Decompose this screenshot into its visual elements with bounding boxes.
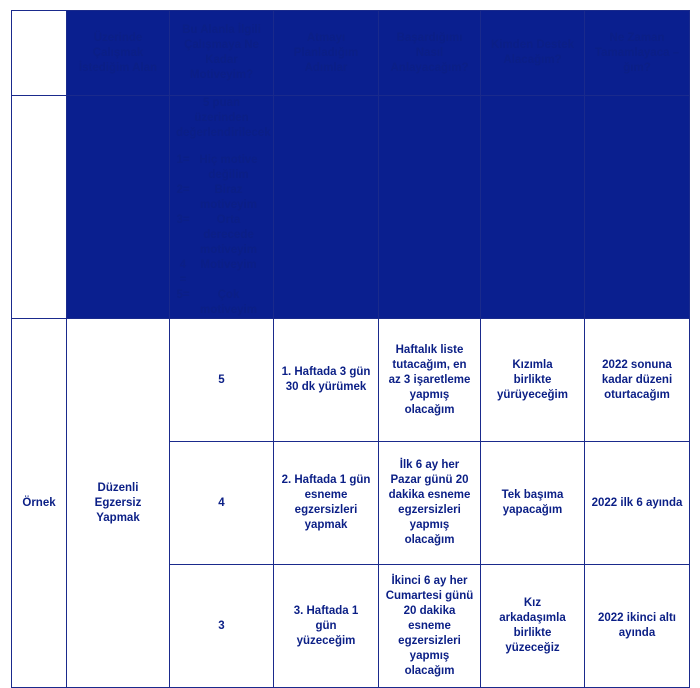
motivation-score: 4: [170, 442, 274, 565]
scale-level-number: 4 =: [179, 259, 187, 286]
success-measure: İlk 6 ay her Pazar günü 20 dakika esneme egzersizleri yapmış olacağım: [379, 442, 481, 565]
motivation-score: 3: [170, 565, 274, 688]
support-source: Tek başıma yapacağım: [481, 442, 585, 565]
scale-level: [176, 153, 267, 183]
scale-row: [12, 96, 690, 319]
scale-level-text: Çok motiveyim: [200, 289, 257, 316]
header-row: [12, 11, 690, 96]
scale-level-number: 3=: [176, 214, 190, 226]
success-measure: Haftalık liste tutacağım, en az 3 işaretleme yapmış olacağım: [379, 319, 481, 442]
scale-level-text: Motiveyim: [200, 259, 257, 271]
support-source: Kızımla birlikte yürüyeceğim: [481, 319, 585, 442]
success-measure: İkinci 6 ay her Cumartesi günü 20 dakika esneme egzersizleri yapmış olacağım: [379, 565, 481, 688]
deadline: 2022 sonuna kadar düzeni oturtacağım: [585, 319, 690, 442]
header-steps: Atmayı Planladığım Adımlar: [274, 11, 379, 96]
support-source: Kız arkadaşımla birlikte yüzeceğiz: [481, 565, 585, 688]
deadline: 2022 ilk 6 ayında: [585, 442, 690, 565]
table-row: [12, 319, 690, 442]
header-deadline: Ne Zaman Tamamlayaca – ğım?: [585, 11, 690, 96]
motivation-scale-legend: [170, 96, 274, 319]
motivation-plan-table: [11, 10, 690, 688]
scale-row-support-cell: [481, 96, 585, 319]
scale-level-number: 1=: [176, 154, 190, 166]
header-support: Kimden Destek Alacağım?: [481, 11, 585, 96]
scale-row-deadline-cell: [585, 96, 690, 319]
deadline: 2022 ikinci altı ayında: [585, 565, 690, 688]
scale-row-measure-cell: [379, 96, 481, 319]
scale-level: [176, 213, 267, 258]
scale-level-text: Biraz motiveyim: [200, 184, 257, 211]
header-success-measure: Başardığımı Nasıl Anlayacağım?: [379, 11, 481, 96]
example-label: Örnek: [12, 319, 67, 688]
header-motivation: Bu Alanla İlgili Çalışmaya Ne Kadar Motiveyim?: [170, 11, 274, 96]
scale-row-area-cell: [67, 96, 170, 319]
scale-level-text: Hiç motive değilim: [199, 154, 258, 181]
scale-intro: 5 puan üzerinden değerlendirilecek: [176, 97, 271, 139]
scale-level: [176, 183, 267, 213]
motivation-score: 5: [170, 319, 274, 442]
header-corner-cell: [12, 11, 67, 96]
scale-level: [176, 258, 267, 288]
scale-row-steps-cell: [274, 96, 379, 319]
example-area: Düzenli Egzersiz Yapmak: [67, 319, 170, 688]
scale-level-number: 2=: [176, 184, 190, 196]
planned-step: 2. Haftada 1 gün esneme egzersizleri yapmak: [274, 442, 379, 565]
planned-step: 3. Haftada 1 gün yüzeceğim: [274, 565, 379, 688]
scale-level: [176, 288, 267, 318]
scale-row-corner-cell: [12, 96, 67, 319]
scale-level-text: Orta derecede motiveyim: [200, 214, 257, 256]
planned-step: 1. Haftada 3 gün 30 dk yürümek: [274, 319, 379, 442]
scale-level-number: 5=: [176, 289, 190, 301]
header-area: Üzerinde Çalışmak İstediğim Alan: [67, 11, 170, 96]
